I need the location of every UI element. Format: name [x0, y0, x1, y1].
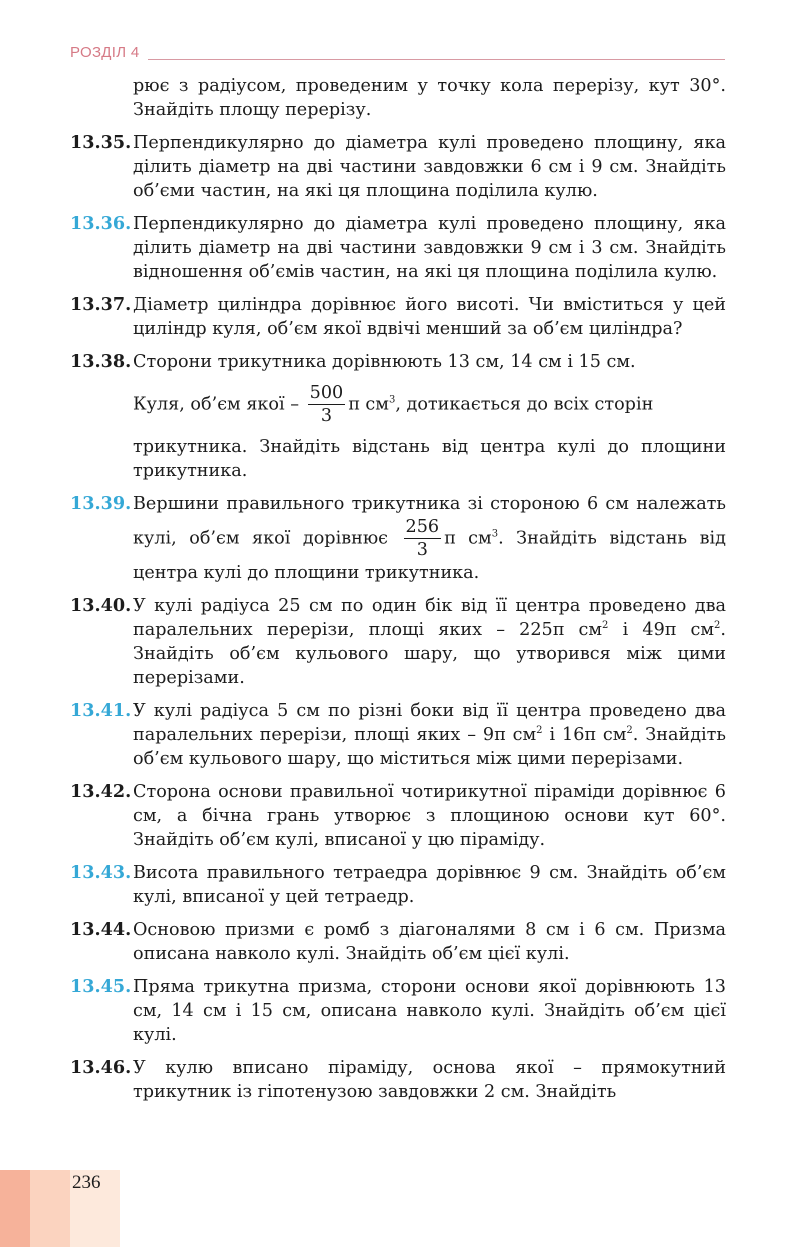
problem-number: 13.36.	[70, 213, 132, 234]
text-segment: Куля, об’єм якої –	[133, 394, 300, 415]
text-segment: Сторони трикутника дорівнюють 13 см, 14 см і 15 см.	[133, 352, 636, 372]
problem-13-42	[70, 780, 726, 852]
problem-text: У кулю вписано піраміду, основа якої – прямокутний трикутник із гіпотенузою завдовжки 2 см. Знайдіть	[133, 1058, 726, 1102]
superscript: 2	[626, 725, 633, 736]
fraction-denominator: 3	[320, 406, 333, 426]
problem-number: 13.44.	[70, 919, 132, 940]
problem-13-37	[70, 293, 726, 341]
continued-problem	[70, 74, 726, 122]
problem-number: 13.38.	[70, 351, 132, 372]
superscript: 2	[714, 620, 721, 631]
problem-text: Перпендикулярно до діаметра кулі проведено площину, яка ділить діаметр на дві частини завдовжки 6 см і 9 см. Знайдіть об’єми частин, на які ця площина поділила кулю.	[133, 133, 726, 201]
text-segment: У кулі радіуса 5 см по різні боки від її центра проведено два паралельних перерізи, площі яких – 9π см	[133, 701, 726, 745]
page-number: 236	[72, 1172, 101, 1193]
text-segment: трикутника. Знайдіть відстань від центра кулі до площини трикутника.	[133, 437, 726, 481]
problem-13-39	[70, 492, 726, 585]
problem-text: Діаметр циліндра дорівнює його висоті. Чи вміститься у цей циліндр куля, об’єм якої вдвічі менший за об’єм циліндра?	[133, 295, 726, 339]
superscript: 3	[491, 528, 499, 540]
text-segment: і 16π см	[542, 725, 627, 745]
text-segment: У кулі радіуса 25 см по один бік від її центра проведено два паралельних перерізи, площі яких – 225π см	[133, 596, 726, 640]
problem-text: Основою призми є ромб з діагоналями 8 см і 6 см. Призма описана навколо кулі. Знайдіть об’єм цієї кулі.	[133, 920, 726, 964]
superscript: 2	[602, 620, 609, 631]
problem-13-45	[70, 975, 726, 1047]
problem-text	[133, 699, 726, 771]
problem-text: Пряма трикутна призма, сторони основи якої дорівнюють 13 см, 14 см і 15 см, описана навколо кулі. Знайдіть об’єм цієї кулі.	[133, 977, 726, 1045]
problem-number: 13.35.	[70, 132, 132, 153]
problem-number: 13.46.	[70, 1057, 132, 1078]
fraction-numerator: 256	[405, 517, 440, 537]
text-segment: , дотикається до всіх сторін	[395, 394, 654, 415]
problem-text: Перпендикулярно до діаметра кулі проведено площину, яка ділить діаметр на дві частини завдовжки 9 см і 3 см. Знайдіть відношення об’ємів частин, на які ця площина поділила кулю.	[133, 214, 726, 282]
formula-line	[133, 382, 726, 427]
text-segment: . Знайдіть	[498, 528, 597, 549]
problem-number: 13.42.	[70, 781, 132, 802]
problem-text	[133, 594, 726, 690]
text-segment: і 49π см	[608, 620, 715, 640]
header-rule	[148, 59, 725, 60]
page-corner-decoration	[0, 1160, 120, 1247]
superscript: 3	[388, 394, 396, 406]
problem-number: 13.41.	[70, 700, 132, 721]
problem-13-38	[70, 350, 726, 483]
text-segment: π см	[348, 394, 389, 415]
text-segment: π см	[444, 528, 492, 549]
text-segment: Вершини правильного трикутника зі стороною 6 см належать кулі, об’єм якої дорівнює	[133, 494, 726, 549]
problem-13-40	[70, 594, 726, 690]
problem-number: 13.40.	[70, 595, 132, 616]
problem-list	[70, 74, 726, 1113]
problem-13-44	[70, 918, 726, 966]
problem-number: 13.39.	[70, 493, 132, 514]
problem-13-35	[70, 131, 726, 203]
deco-block	[0, 1170, 30, 1247]
fraction	[308, 382, 346, 427]
problem-text	[133, 492, 726, 585]
page-header	[70, 44, 725, 68]
deco-block	[30, 1170, 70, 1247]
superscript: 2	[536, 725, 543, 736]
problem-13-46	[70, 1056, 726, 1104]
text-segment: . Знайдіть об’єм кульового шару, що утворився між цими перерізами.	[133, 620, 726, 688]
section-label: РОЗДІЛ 4	[70, 44, 140, 61]
fraction-numerator: 500	[309, 383, 344, 403]
problem-text: Висота правильного тетраедра дорівнює 9 см. Знайдіть об’єм кулі, вписаної у цей тетраедр.	[133, 863, 726, 907]
fraction	[404, 516, 442, 561]
text-segment: . Знайдіть об’єм кульового шару, що міститься між цими перерізами.	[133, 725, 726, 769]
problem-text: Сторона основи правильної чотирикутної піраміди дорівнює 6 см, а бічна грань утворює з площиною основи кут 60°. Знайдіть об’єм кулі, вписаної у цю піраміду.	[133, 782, 726, 850]
problem-13-43	[70, 861, 726, 909]
problem-number: 13.45.	[70, 976, 132, 997]
fraction-denominator: 3	[416, 540, 428, 560]
problem-number: 13.37.	[70, 294, 132, 315]
continued-text: рює з радіусом, проведеним у точку кола перерізу, кут 30°. Знайдіть площу перерізу.	[133, 76, 726, 120]
text-segment: відстань від центра кулі до площини трикутника.	[133, 528, 727, 583]
problem-13-41	[70, 699, 726, 771]
problem-13-36	[70, 212, 726, 284]
problem-number: 13.43.	[70, 862, 132, 883]
problem-text	[133, 350, 726, 483]
